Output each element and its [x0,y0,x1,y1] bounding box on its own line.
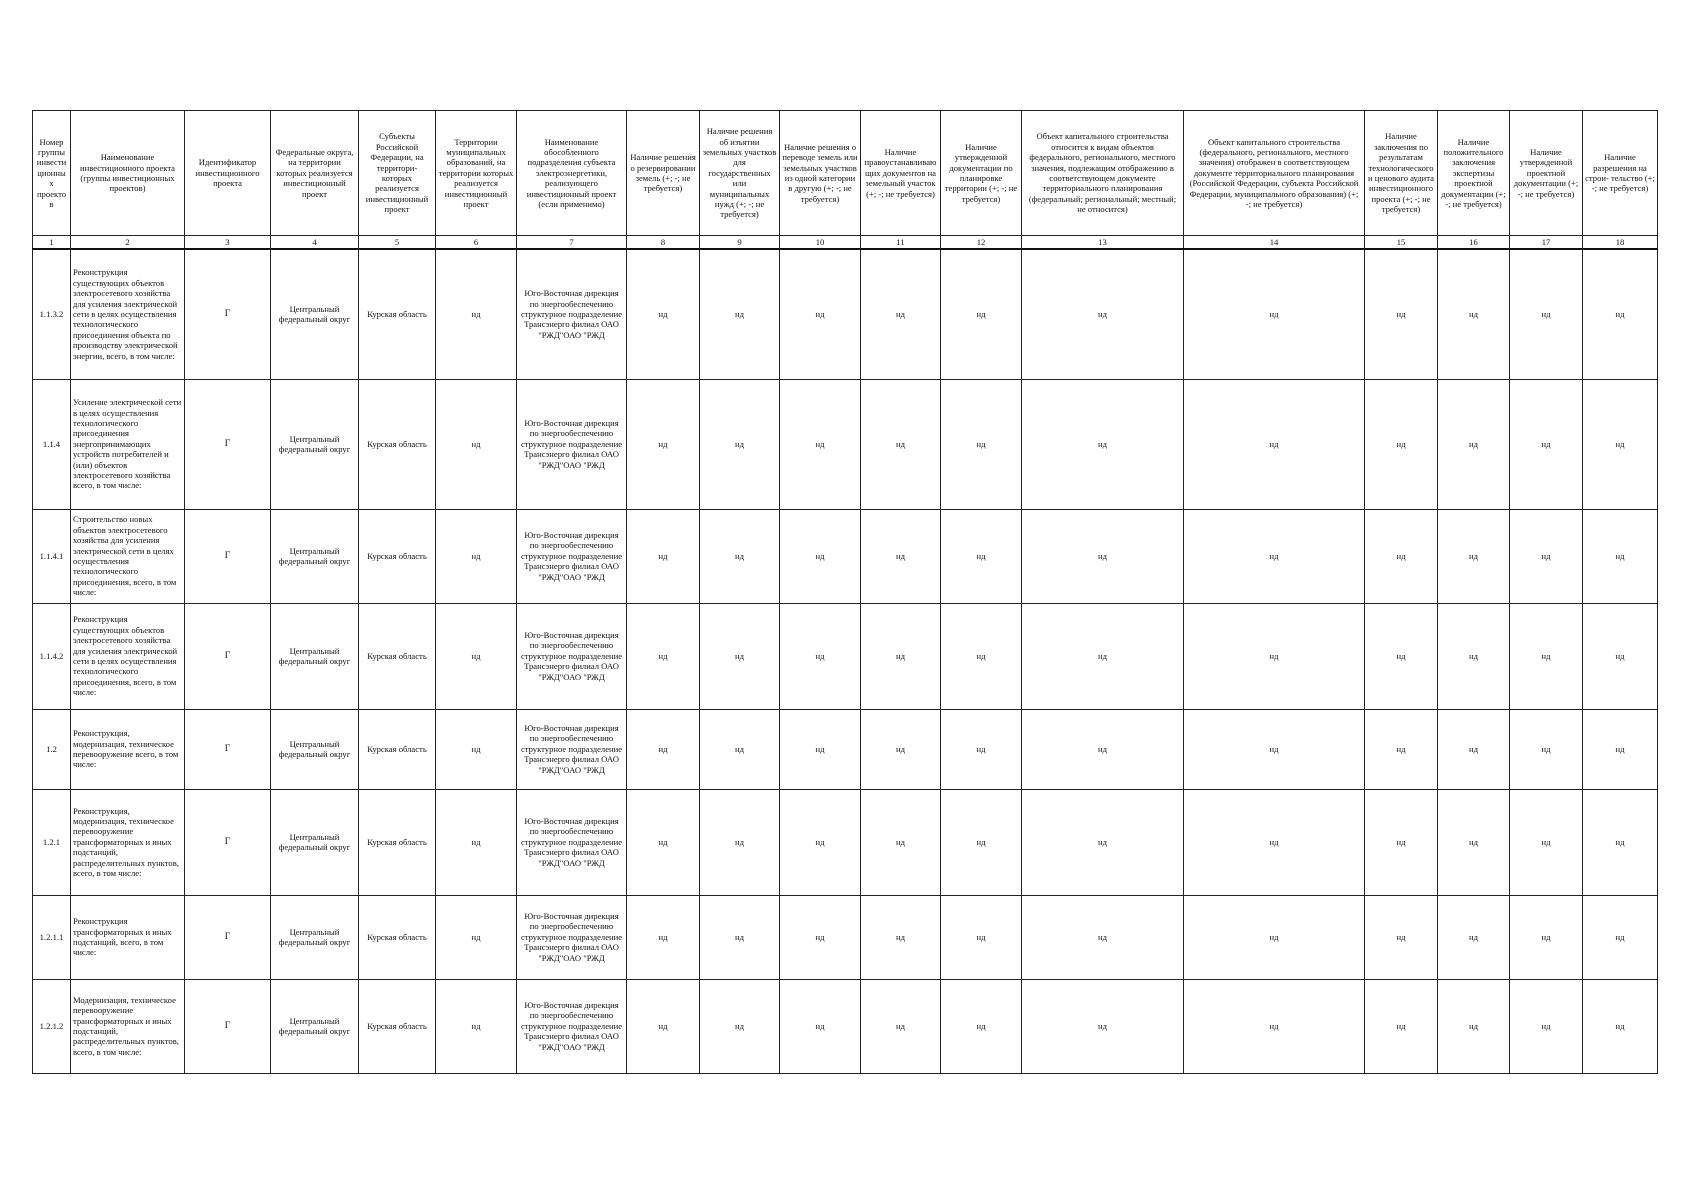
status-value-cell: нд [780,789,861,895]
status-value-cell: нд [1583,603,1658,709]
status-value-cell: нд [941,979,1022,1073]
project-number-cell: 1.1.4.1 [33,509,71,603]
status-value-cell: нд [861,379,941,509]
column-number: 12 [941,236,1022,250]
division-name-cell: Юго-Восточная дирекция по энергообеспечению структурное подразделение Трансэнерго филиал ОАО "РЖД"ОАО "РЖД [517,603,627,709]
status-value-cell: нд [700,249,780,379]
column-number: 5 [359,236,436,250]
status-value-cell: нд [1438,603,1510,709]
status-value-cell: нд [1365,249,1438,379]
status-value-cell: нд [700,379,780,509]
table-row [33,603,1658,709]
status-value-cell: нд [1184,509,1365,603]
header-cell: Наличие утвержденной проектной документации (+; -; не требуется) [1510,111,1583,236]
status-value-cell: нд [861,509,941,603]
status-value-cell: нд [627,979,700,1073]
status-value-cell: нд [1184,249,1365,379]
status-value-cell: нд [627,509,700,603]
header-cell: Субъекты Российской Федерации, на территори- которых реализуется инвестиционный проект [359,111,436,236]
municipal-territory-cell: нд [436,249,517,379]
status-value-cell: нд [1438,979,1510,1073]
status-value-cell: нд [1022,709,1184,789]
status-value-cell: нд [1438,509,1510,603]
status-value-cell: нд [941,789,1022,895]
status-value-cell: нд [861,895,941,979]
status-value-cell: нд [1365,979,1438,1073]
division-name-cell: Юго-Восточная дирекция по энергообеспечению структурное подразделение Трансэнерго филиал ОАО "РЖД"ОАО "РЖД [517,895,627,979]
table-row [33,895,1658,979]
status-value-cell: нд [700,979,780,1073]
status-value-cell: нд [861,979,941,1073]
status-value-cell: нд [1510,379,1583,509]
table-row [33,379,1658,509]
status-value-cell: нд [1184,789,1365,895]
column-number: 8 [627,236,700,250]
status-value-cell: нд [1022,979,1184,1073]
column-number: 9 [700,236,780,250]
federal-district-cell: Центральный федеральный округ [271,249,359,379]
project-name-cell: Реконструкция существующих объектов электросетевого хозяйства для усиления электрической сети в целях осуществления технологического присоединения объекта по производству электрической энергии, всего, в том числе: [71,249,185,379]
status-value-cell: нд [1438,895,1510,979]
status-value-cell: нд [941,509,1022,603]
status-value-cell: нд [627,709,700,789]
municipal-territory-cell: нд [436,895,517,979]
division-name-cell: Юго-Восточная дирекция по энергообеспечению структурное подразделение Трансэнерго филиал ОАО "РЖД"ОАО "РЖД [517,379,627,509]
column-number: 3 [185,236,271,250]
status-value-cell: нд [1184,709,1365,789]
status-value-cell: нд [861,709,941,789]
status-value-cell: нд [1365,789,1438,895]
status-value-cell: нд [700,603,780,709]
column-number: 7 [517,236,627,250]
status-value-cell: нд [1184,379,1365,509]
federal-district-cell: Центральный федеральный округ [271,603,359,709]
project-number-cell: 1.2 [33,709,71,789]
column-number-row [33,236,1658,250]
federal-subject-cell: Курская область [359,603,436,709]
column-number: 1 [33,236,71,250]
status-value-cell: нд [861,789,941,895]
status-value-cell: нд [780,249,861,379]
status-value-cell: нд [627,249,700,379]
column-number: 15 [1365,236,1438,250]
status-value-cell: нд [1583,509,1658,603]
federal-district-cell: Центральный федеральный округ [271,509,359,603]
division-name-cell: Юго-Восточная дирекция по энергообеспечению структурное подразделение Трансэнерго филиал ОАО "РЖД"ОАО "РЖД [517,789,627,895]
status-value-cell: нд [627,895,700,979]
municipal-territory-cell: нд [436,509,517,603]
federal-subject-cell: Курская область [359,895,436,979]
federal-district-cell: Центральный федеральный округ [271,709,359,789]
header-cell: Наличие решения о переводе земель или земельных участков из одной категории в другую (+; -; не требуется) [780,111,861,236]
column-number: 18 [1583,236,1658,250]
status-value-cell: нд [1510,509,1583,603]
project-name-cell: Реконструкция трансформаторных и иных подстанций, всего, в том числе: [71,895,185,979]
status-value-cell: нд [1022,789,1184,895]
status-value-cell: нд [700,709,780,789]
status-value-cell: нд [700,509,780,603]
status-value-cell: нд [700,895,780,979]
header-cell: Наличие решения о резервировании земель (+; -; не требуется) [627,111,700,236]
status-value-cell: нд [780,603,861,709]
municipal-territory-cell: нд [436,603,517,709]
municipal-territory-cell: нд [436,709,517,789]
federal-district-cell: Центральный федеральный округ [271,789,359,895]
federal-subject-cell: Курская область [359,709,436,789]
status-value-cell: нд [780,895,861,979]
status-value-cell: нд [1184,979,1365,1073]
status-value-cell: нд [1438,789,1510,895]
column-number: 16 [1438,236,1510,250]
federal-subject-cell: Курская область [359,789,436,895]
header-cell: Наличие решения об изъятии земельных участков для государственных или муниципальных нужд (+; -; не требуется) [700,111,780,236]
project-name-cell: Реконструкция, модернизация, техническое перевооружение всего, в том числе: [71,709,185,789]
status-value-cell: нд [1510,249,1583,379]
status-value-cell: нд [1583,709,1658,789]
table-row [33,709,1658,789]
header-cell: Наличие разрешения на строи- тельство (+; -; не требуется) [1583,111,1658,236]
header-cell: Объект капитального строительства (федерального, регионального, местного значения) отображен в соответствующем документе территориального планирования (Российской Федерации, субъекта Российской Федерации, муниципального образования) (+; -; не требуется) [1184,111,1365,236]
project-name-cell: Модернизация, техническое перевооружение трансформаторных и иных подстанций, распределительных пунктов, всего, в том числе: [71,979,185,1073]
project-name-cell: Строительство новых объектов электросетевого хозяйства для усиления электрической сети в целях осуществления технологического присоединения, всего, в том числе: [71,509,185,603]
status-value-cell: нд [627,603,700,709]
column-number: 13 [1022,236,1184,250]
investment-projects-table [32,110,1658,1074]
status-value-cell: нд [1510,895,1583,979]
status-value-cell: нд [1022,249,1184,379]
header-cell: Наличие правоустанавливающих документов на земельный участок (+; -; не требуется) [861,111,941,236]
status-value-cell: нд [941,603,1022,709]
division-name-cell: Юго-Восточная дирекция по энергообеспечению структурное подразделение Трансэнерго филиал ОАО "РЖД"ОАО "РЖД [517,709,627,789]
status-value-cell: нд [941,249,1022,379]
table-row [33,789,1658,895]
header-cell: Наименование обособленного подразделения субъекта электроэнергетики, реализующего инвестиционный проект (если применимо) [517,111,627,236]
project-identifier-cell: Г [185,979,271,1073]
status-value-cell: нд [1583,895,1658,979]
federal-district-cell: Центральный федеральный округ [271,979,359,1073]
division-name-cell: Юго-Восточная дирекция по энергообеспечению структурное подразделение Трансэнерго филиал ОАО "РЖД"ОАО "РЖД [517,249,627,379]
status-value-cell: нд [1022,895,1184,979]
status-value-cell: нд [1510,709,1583,789]
header-cell: Объект капитального строительства относится к видам объектов федерального, регионального, местного значения, подлежащим отображению в соответствующем документе территориального планирования (федеральный; региональный; местный; не относится) [1022,111,1184,236]
status-value-cell: нд [1438,379,1510,509]
municipal-territory-cell: нд [436,789,517,895]
project-name-cell: Реконструкция, модернизация, техническое перевооружение трансформаторных и иных подстанций, распределительных пунктов, всего, в том числе: [71,789,185,895]
project-identifier-cell: Г [185,895,271,979]
project-identifier-cell: Г [185,509,271,603]
federal-subject-cell: Курская область [359,979,436,1073]
status-value-cell: нд [941,895,1022,979]
status-value-cell: нд [700,789,780,895]
municipal-territory-cell: нд [436,379,517,509]
status-value-cell: нд [1365,509,1438,603]
header-cell: Наличие заключения по результатам технологического и ценового аудита инвестиционного проекта (+; -; не требуется) [1365,111,1438,236]
column-number: 14 [1184,236,1365,250]
header-cell: Территории муниципальных образований, на территории которых реализуется инвестиционный проект [436,111,517,236]
status-value-cell: нд [780,709,861,789]
status-value-cell: нд [1510,979,1583,1073]
division-name-cell: Юго-Восточная дирекция по энергообеспечению структурное подразделение Трансэнерго филиал ОАО "РЖД"ОАО "РЖД [517,509,627,603]
table-row [33,509,1658,603]
status-value-cell: нд [1022,603,1184,709]
column-number: 4 [271,236,359,250]
status-value-cell: нд [1510,603,1583,709]
project-number-cell: 1.1.4 [33,379,71,509]
federal-subject-cell: Курская область [359,379,436,509]
project-identifier-cell: Г [185,603,271,709]
status-value-cell: нд [1022,379,1184,509]
header-row [33,111,1658,236]
division-name-cell: Юго-Восточная дирекция по энергообеспечению структурное подразделение Трансэнерго филиал ОАО "РЖД"ОАО "РЖД [517,979,627,1073]
column-number: 6 [436,236,517,250]
header-cell: Наличие утвержденной документации по планировке территории (+; -; не требуется) [941,111,1022,236]
project-identifier-cell: Г [185,379,271,509]
status-value-cell: нд [780,509,861,603]
column-number: 17 [1510,236,1583,250]
status-value-cell: нд [941,709,1022,789]
federal-district-cell: Центральный федеральный округ [271,379,359,509]
status-value-cell: нд [627,379,700,509]
status-value-cell: нд [1365,895,1438,979]
status-value-cell: нд [1438,709,1510,789]
status-value-cell: нд [941,379,1022,509]
table-body [33,249,1658,1073]
header-cell: Идентификатор инвестиционного проекта [185,111,271,236]
status-value-cell: нд [1438,249,1510,379]
project-number-cell: 1.2.1.1 [33,895,71,979]
status-value-cell: нд [1022,509,1184,603]
table-row [33,979,1658,1073]
header-cell: Федеральные округа, на территории которых реализуется инвестиционный проект [271,111,359,236]
column-number: 10 [780,236,861,250]
federal-subject-cell: Курская область [359,509,436,603]
status-value-cell: нд [627,789,700,895]
federal-subject-cell: Курская область [359,249,436,379]
project-number-cell: 1.2.1.2 [33,979,71,1073]
project-number-cell: 1.2.1 [33,789,71,895]
status-value-cell: нд [861,249,941,379]
status-value-cell: нд [1583,379,1658,509]
status-value-cell: нд [1583,249,1658,379]
status-value-cell: нд [780,979,861,1073]
municipal-territory-cell: нд [436,979,517,1073]
project-identifier-cell: Г [185,789,271,895]
status-value-cell: нд [861,603,941,709]
project-identifier-cell: Г [185,249,271,379]
header-cell: Наименование инвестиционного проекта (группы инвестиционных проектов) [71,111,185,236]
status-value-cell: нд [1365,379,1438,509]
status-value-cell: нд [1583,979,1658,1073]
status-value-cell: нд [1184,603,1365,709]
status-value-cell: нд [1184,895,1365,979]
project-number-cell: 1.1.3.2 [33,249,71,379]
table-row [33,249,1658,379]
investment-projects-sheet [32,110,1658,1074]
header-cell: Номер группы инвести ционны х проекто в [33,111,71,236]
status-value-cell: нд [780,379,861,509]
column-number: 2 [71,236,185,250]
project-number-cell: 1.1.4.2 [33,603,71,709]
header-cell: Наличие положительного заключения экспертизы проектной документации (+; -; не требуется) [1438,111,1510,236]
project-name-cell: Усиление электрической сети в целях осуществления технологического присоединения энергопринимающих устройств потребителей и (или) объектов электросетевого хозяйства всего, в том числе: [71,379,185,509]
column-number: 11 [861,236,941,250]
status-value-cell: нд [1583,789,1658,895]
status-value-cell: нд [1510,789,1583,895]
status-value-cell: нд [1365,709,1438,789]
project-name-cell: Реконструкция существующих объектов электросетевого хозяйства для усиления электрической сети в целях осуществления технологического присоединения, всего, в том числе: [71,603,185,709]
federal-district-cell: Центральный федеральный округ [271,895,359,979]
project-identifier-cell: Г [185,709,271,789]
status-value-cell: нд [1365,603,1438,709]
